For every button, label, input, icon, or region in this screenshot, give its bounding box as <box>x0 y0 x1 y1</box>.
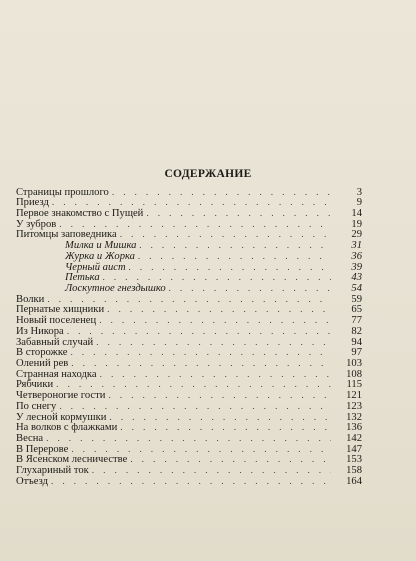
dot-leader <box>138 252 331 263</box>
dot-leader <box>96 338 331 349</box>
toc-entry-title: Пернатые хищники <box>16 304 105 316</box>
toc-entry-page: 132 <box>346 411 362 423</box>
toc-entry-page: 65 <box>351 304 362 316</box>
toc-entry-title: Новый поселенец <box>16 315 97 327</box>
toc-entry-page: 153 <box>346 454 362 466</box>
toc-entry-title: В Перерове <box>16 443 69 455</box>
toc-entry-title: Отъезд <box>16 475 48 487</box>
toc-entry <box>16 338 362 349</box>
toc-entry-title: Приезд <box>16 197 49 209</box>
toc-entry-title: Глухариный ток <box>16 465 89 477</box>
toc-entry-page: 59 <box>351 293 362 305</box>
toc-entry-title: Весна <box>16 433 44 445</box>
toc-entry-title: Первое знакомство с Пущей <box>16 207 144 219</box>
toc-entry-page: 29 <box>351 229 362 241</box>
toc-entry-title: Журка и Жорка <box>65 250 135 262</box>
toc-entry-title: Черный аист <box>65 261 126 273</box>
toc-entry-page: 31 <box>351 240 362 252</box>
toc-entry-title: Забавный случай <box>16 336 94 348</box>
toc-entry-title: У лесной кормушки <box>16 411 107 423</box>
dot-leader <box>46 434 331 445</box>
toc-entry <box>16 370 362 381</box>
dot-leader <box>92 466 331 477</box>
toc-heading: СОДЕРЖАНИЕ <box>164 168 252 180</box>
dot-leader <box>59 402 331 413</box>
dot-leader <box>108 391 331 402</box>
toc-entry-page: 97 <box>351 347 362 359</box>
toc-entry-page: 54 <box>351 282 362 294</box>
toc-entry-page: 164 <box>346 475 362 487</box>
toc-entry-page: 108 <box>346 368 362 380</box>
dot-leader <box>112 188 331 199</box>
toc-entry-title: Лоскутное гнездышко <box>65 282 166 294</box>
toc-entry-title: Милка и Мишка <box>65 240 137 252</box>
toc-entry-page: 3 <box>356 186 362 198</box>
toc-entry-page: 123 <box>346 400 362 412</box>
dot-leader <box>129 263 331 274</box>
toc-entry-title: Страницы прошлого <box>16 186 109 198</box>
toc-entry <box>16 327 362 338</box>
toc-entry-title: Петька <box>65 272 100 284</box>
toc-subentry <box>16 252 362 263</box>
toc-entry-title: В Ясенском лесничестве <box>16 454 128 466</box>
dot-leader <box>109 413 331 424</box>
dot-leader <box>120 230 331 241</box>
toc-entry <box>16 209 362 220</box>
toc-entry-title: Из Никора <box>16 325 64 337</box>
toc-entry-title: В сторожке <box>16 347 68 359</box>
dot-leader <box>67 327 331 338</box>
toc-entry <box>16 391 362 402</box>
dot-leader <box>100 370 331 381</box>
dot-leader <box>99 316 331 327</box>
toc-entry-page: 103 <box>346 358 362 369</box>
toc-entry-page: 147 <box>346 443 362 455</box>
toc-entry <box>16 423 362 434</box>
toc-entry-page: 115 <box>346 379 362 391</box>
toc-entry <box>16 466 362 477</box>
toc-entry <box>16 477 362 488</box>
toc-entry-page: 9 <box>356 197 362 209</box>
toc-entry-title: Питомцы заповедника <box>16 229 117 241</box>
toc-entry-title: Странная находка <box>16 368 97 380</box>
toc-entry-page: 158 <box>346 465 362 477</box>
dot-leader <box>146 209 331 220</box>
toc-entry-page: 39 <box>351 261 362 273</box>
dot-leader <box>71 359 331 370</box>
toc-entry-page: 82 <box>351 325 362 337</box>
toc-entry-title: Рябчики <box>16 379 54 391</box>
dot-leader <box>51 477 331 488</box>
toc-entry-page: 19 <box>351 218 362 230</box>
dot-leader <box>130 455 331 466</box>
dot-leader <box>169 284 331 295</box>
toc-entry <box>16 316 362 327</box>
toc-entry <box>16 402 362 413</box>
toc-subentry <box>16 284 362 295</box>
dot-leader <box>107 305 331 316</box>
toc-entry-page: 94 <box>351 336 362 348</box>
toc-entry-title: У зубров <box>16 218 57 230</box>
toc-entry-page: 142 <box>346 433 362 445</box>
toc-entry-title: Волки <box>16 293 45 305</box>
toc-entry-title: Четвероногие гости <box>16 390 106 402</box>
toc-entry-title: По снегу <box>16 400 57 412</box>
dot-leader <box>120 423 331 434</box>
toc-entry-page: 77 <box>351 315 362 327</box>
toc-entry-page: 121 <box>346 390 362 402</box>
toc-entry-title: Олений рев <box>16 358 69 369</box>
toc-entry-page: 36 <box>351 250 362 262</box>
toc-entry <box>16 188 362 199</box>
toc-entry-page: 136 <box>346 422 362 434</box>
dot-leader <box>70 348 331 359</box>
table-of-contents <box>16 188 362 488</box>
dot-leader <box>139 241 331 252</box>
toc-entry-page: 43 <box>351 272 362 284</box>
toc-entry-page: 14 <box>351 207 362 219</box>
toc-entry-title: На волков с флажками <box>16 422 118 434</box>
